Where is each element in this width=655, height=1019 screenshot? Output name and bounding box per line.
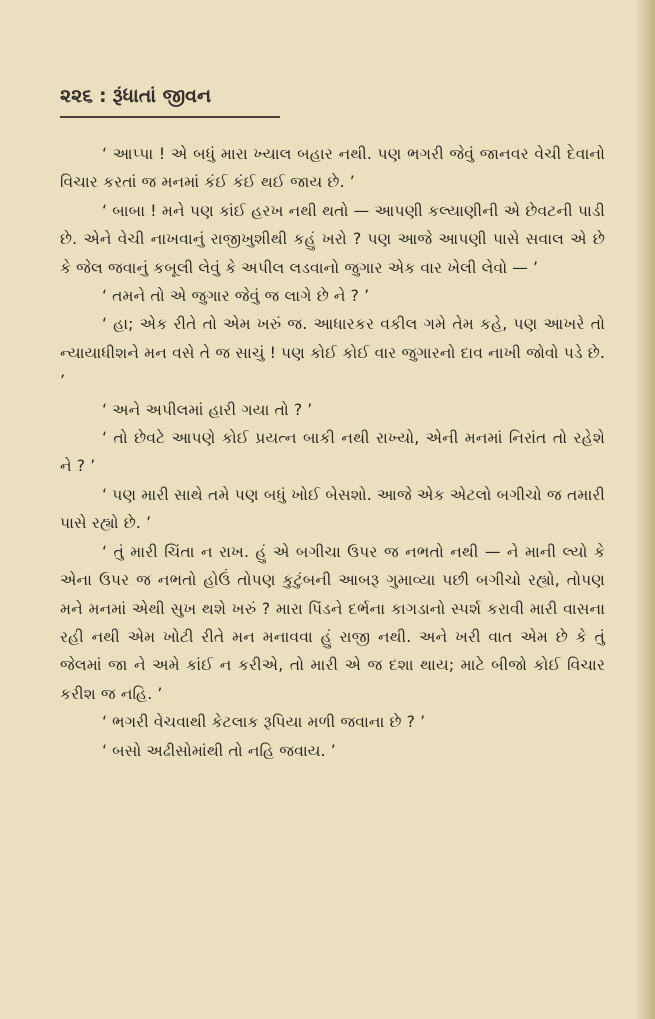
paragraph: ‘ બસો અઢીસોમાંથી તો નહિ જવાય. ’ <box>102 741 336 760</box>
paragraph: ‘ હા; એક રીતે તો એમ ખરું જ. આધારકર વકીલ ગમે તેમ કહે, પણ આખરે તો ન્યાયાધીશને મન વસે તે જ સાચું ! પણ કોઈ કોઈ વાર જુગારનો દાવ નાખી જોવો પડે છે. ’ <box>60 315 605 391</box>
body-text <box>60 140 605 765</box>
paragraph: ‘ ભગરી વેચવાથી કેટલાક રૂપિયા મળી જવાના છે ? ’ <box>102 713 426 732</box>
chapter-title: રૂંધાતાં જીવન <box>112 85 212 107</box>
paragraph: ‘ તું મારી ચિંતા ન રાખ. હું એ બગીચા ઉપર જ નભતો નથી — ને માની લ્યો કે એના ઉપર જ નભતો હોઉં તોપણ કુટુંબની આબરૂ ગુમાવ્યા પછી બગીચો રહ્યો, તોપણ મને મનમાં એથી સુખ થશે ખરું ? મારા પિંડને દર્ભના કાગડાનો સ્પર્શ કરાવી મારી વાસના રહી નથી એમ ખોટી રીતે મન મનાવવા હું રાજી નથી. અને ખરી વાત એમ છે કે તું જેલમાં જા ને અમે કાંઈ ન કરીએ, તો મારી એ જ દશા થાય; માટે બીજો કોઈ વિચાર કરીશ જ નહિ. ’ <box>60 542 605 703</box>
paragraph: ‘ તમને તો એ જુગાર જેવું જ લાગે છે ને ? ’ <box>102 287 370 306</box>
page-edge-shadow <box>635 0 655 1019</box>
page-number: ૨૨૬ <box>60 85 93 107</box>
paragraph: ‘ અને અપીલમાં હારી ગયા તો ? ’ <box>102 400 313 419</box>
header-rule <box>60 116 280 118</box>
paragraph: ‘ પણ મારી સાથે તમે પણ બધું ખોઈ બેસશો. આજે એક એટલો બગીચો જ તમારી પાસે રહ્યો છે. ’ <box>60 485 605 533</box>
header-separator: : <box>98 85 107 107</box>
paragraph: ‘ આપ્પા ! એ બધું મારા ખ્યાલ બહાર નથી. પણ ભગરી જેવું જાનવર વેચી દેવાનો વિચાર કરતાં જ મનમાં કંઈ કંઈ થઈ જાય છે. ’ <box>60 145 605 192</box>
paragraph: ‘ તો છેવટે આપણે કોઈ પ્રયત્ન બાકી નથી રાખ્યો, એની મનમાં નિરાંત તો રહેશે ને ? ’ <box>60 429 605 476</box>
paragraph: ‘ બાબા ! મને પણ કાંઈ હરખ નથી થતો — આપણી કલ્યાણીની એ છેવટની પાડી છે. એને વેચી નાખવાનું રાજીખુશીથી કહું ખરો ? પણ આજે આપણી પાસે સવાલ એ છે કે જેલ જવાનું કબૂલી લેવું કે અપીલ લડવાનો જુગાર એક વાર ખેલી લેવો — ’ <box>60 201 605 277</box>
running-header <box>60 78 605 114</box>
